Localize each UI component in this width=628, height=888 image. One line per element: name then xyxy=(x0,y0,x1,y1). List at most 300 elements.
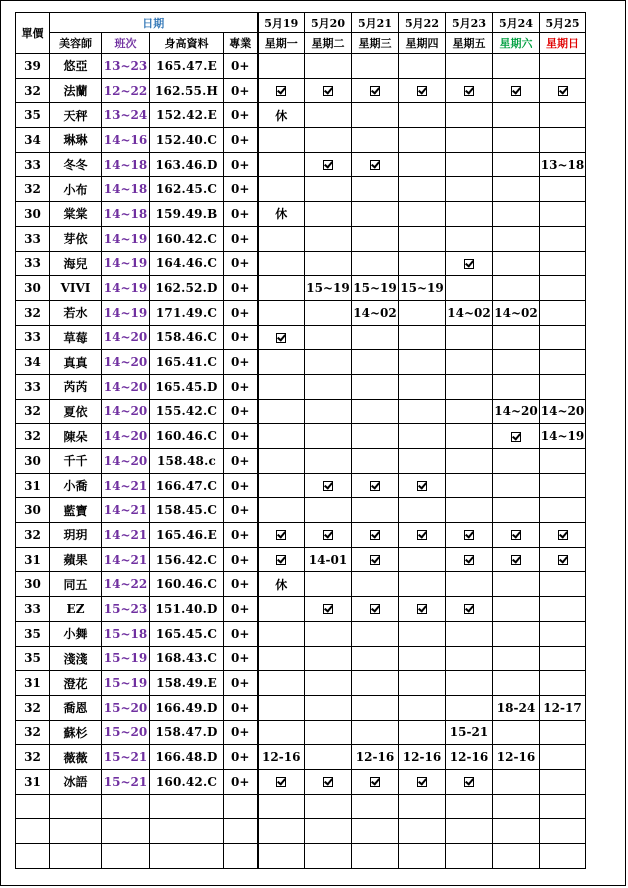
empty-cell xyxy=(16,794,50,819)
shift-cell: 14~21 xyxy=(102,473,150,498)
info-cell: 168.43.C xyxy=(150,646,224,671)
info-cell: 164.46.C xyxy=(150,251,224,276)
spec-cell: 0+ xyxy=(224,523,258,548)
day-cell xyxy=(305,572,352,597)
day-cell: 休 xyxy=(258,103,305,128)
day-cell xyxy=(540,177,586,202)
day-cell xyxy=(493,572,540,597)
table-row xyxy=(16,202,586,227)
day-cell: 休 xyxy=(258,202,305,227)
day-cell xyxy=(493,325,540,350)
empty-cell xyxy=(305,794,352,819)
shift-cell: 14~18 xyxy=(102,152,150,177)
price-header: 單價 xyxy=(16,13,50,54)
day-cell xyxy=(305,325,352,350)
day-cell xyxy=(305,671,352,696)
spec-cell: 0+ xyxy=(224,572,258,597)
price-cell: 31 xyxy=(16,473,50,498)
day-cell xyxy=(399,473,446,498)
table-row xyxy=(16,251,586,276)
price-cell: 33 xyxy=(16,251,50,276)
day-cell xyxy=(305,350,352,375)
day-cell xyxy=(258,325,305,350)
shift-cell: 14~21 xyxy=(102,498,150,523)
day-cell: 12-17 xyxy=(540,695,586,720)
empty-cell xyxy=(102,844,150,869)
day-cell xyxy=(540,572,586,597)
day-cell xyxy=(493,621,540,646)
info-cell: 162.45.C xyxy=(150,177,224,202)
shift-cell: 14~19 xyxy=(102,276,150,301)
table-row xyxy=(16,152,586,177)
price-cell: 32 xyxy=(16,399,50,424)
day-cell: 15~19 xyxy=(305,276,352,301)
shift-cell: 14~20 xyxy=(102,399,150,424)
table-row xyxy=(16,350,586,375)
empty-cell xyxy=(352,844,399,869)
price-cell: 32 xyxy=(16,300,50,325)
day-cell xyxy=(446,78,493,103)
shift-cell: 14~20 xyxy=(102,424,150,449)
name-cell: 草莓 xyxy=(50,325,102,350)
info-cell: 151.40.D xyxy=(150,597,224,622)
day-cell xyxy=(258,523,305,548)
day-cell xyxy=(258,54,305,79)
table-row xyxy=(16,226,586,251)
checkbox-checked-icon xyxy=(276,530,286,540)
table-row xyxy=(16,695,586,720)
day-cell xyxy=(493,597,540,622)
day-cell xyxy=(352,128,399,153)
name-cell: 法蘭 xyxy=(50,78,102,103)
day-cell xyxy=(446,251,493,276)
spec-cell: 0+ xyxy=(224,498,258,523)
name-cell: 澄花 xyxy=(50,671,102,696)
price-cell: 33 xyxy=(16,226,50,251)
checkbox-checked-icon xyxy=(370,481,380,491)
table-row xyxy=(16,547,586,572)
day-cell: 13~18 xyxy=(540,152,586,177)
shift-cell: 14~21 xyxy=(102,547,150,572)
info-cell: 165.47.E xyxy=(150,54,224,79)
empty-cell xyxy=(540,794,586,819)
spec-cell: 0+ xyxy=(224,350,258,375)
info-cell: 158.48.c xyxy=(150,449,224,474)
day-cell xyxy=(305,300,352,325)
day-cell xyxy=(399,78,446,103)
spec-cell: 0+ xyxy=(224,226,258,251)
day-cell xyxy=(258,251,305,276)
info-cell: 159.49.B xyxy=(150,202,224,227)
day-cell xyxy=(258,226,305,251)
shift-cell: 14~20 xyxy=(102,449,150,474)
info-cell: 165.45.D xyxy=(150,374,224,399)
day-cell xyxy=(446,547,493,572)
day-cell xyxy=(305,646,352,671)
day-cell xyxy=(399,202,446,227)
price-cell: 30 xyxy=(16,572,50,597)
day-cell xyxy=(258,152,305,177)
info-cell: 152.42.E xyxy=(150,103,224,128)
day-cell xyxy=(258,399,305,424)
day-cell xyxy=(352,177,399,202)
empty-cell xyxy=(150,844,224,869)
info-cell: 166.49.D xyxy=(150,695,224,720)
day-cell xyxy=(305,695,352,720)
day-cell xyxy=(446,473,493,498)
table-row xyxy=(16,671,586,696)
day-cell xyxy=(399,226,446,251)
day-cell xyxy=(399,572,446,597)
price-cell: 32 xyxy=(16,523,50,548)
day-cell: 15~19 xyxy=(352,276,399,301)
price-cell: 35 xyxy=(16,646,50,671)
day-cell xyxy=(493,671,540,696)
day-cell: 12-16 xyxy=(446,745,493,770)
price-cell: 30 xyxy=(16,202,50,227)
table-row xyxy=(16,523,586,548)
empty-row xyxy=(16,794,586,819)
price-cell: 32 xyxy=(16,720,50,745)
shift-cell: 15~21 xyxy=(102,769,150,794)
shift-cell: 14~20 xyxy=(102,374,150,399)
spec-cell: 0+ xyxy=(224,251,258,276)
checkbox-checked-icon xyxy=(558,86,568,96)
info-cell: 160.46.C xyxy=(150,572,224,597)
date-cell: 5月20 xyxy=(305,13,352,33)
day-cell xyxy=(493,646,540,671)
day-cell xyxy=(540,473,586,498)
day-cell xyxy=(446,695,493,720)
checkbox-checked-icon xyxy=(464,259,474,269)
day-cell: 12-16 xyxy=(493,745,540,770)
checkbox-checked-icon xyxy=(370,777,380,787)
day-cell xyxy=(540,498,586,523)
day-cell xyxy=(305,720,352,745)
day-cell xyxy=(540,128,586,153)
price-cell: 35 xyxy=(16,103,50,128)
name-cell: 真真 xyxy=(50,350,102,375)
shift-cell: 14~20 xyxy=(102,325,150,350)
day-cell xyxy=(305,523,352,548)
day-cell xyxy=(540,646,586,671)
name-cell: 玥玥 xyxy=(50,523,102,548)
table-row xyxy=(16,769,586,794)
day-cell xyxy=(399,251,446,276)
day-cell xyxy=(446,646,493,671)
day-cell xyxy=(540,745,586,770)
checkbox-checked-icon xyxy=(276,333,286,343)
day-cell xyxy=(540,54,586,79)
spec-cell: 0+ xyxy=(224,449,258,474)
day-cell xyxy=(352,54,399,79)
empty-cell xyxy=(399,819,446,844)
table-row xyxy=(16,325,586,350)
day-cell xyxy=(352,671,399,696)
day-cell xyxy=(446,177,493,202)
price-cell: 32 xyxy=(16,695,50,720)
shift-cell: 14~18 xyxy=(102,202,150,227)
name-cell: 小布 xyxy=(50,177,102,202)
day-cell xyxy=(540,325,586,350)
day-cell xyxy=(493,177,540,202)
table-row xyxy=(16,646,586,671)
day-cell xyxy=(258,720,305,745)
day-cell xyxy=(305,449,352,474)
day-cell xyxy=(540,720,586,745)
day-cell xyxy=(446,523,493,548)
shift-cell: 14~20 xyxy=(102,350,150,375)
name-cell: EZ xyxy=(50,597,102,622)
day-cell xyxy=(305,128,352,153)
table-row xyxy=(16,597,586,622)
info-cell: 160.46.C xyxy=(150,424,224,449)
day-cell xyxy=(305,597,352,622)
empty-cell xyxy=(446,794,493,819)
empty-cell xyxy=(540,844,586,869)
checkbox-checked-icon xyxy=(558,555,568,565)
header-row-dates xyxy=(16,13,586,33)
day-cell xyxy=(493,54,540,79)
empty-cell xyxy=(399,844,446,869)
day-cell xyxy=(352,695,399,720)
name-cell: 琳琳 xyxy=(50,128,102,153)
day-cell: 14~02 xyxy=(352,300,399,325)
day-cell xyxy=(352,769,399,794)
day-cell: 14~20 xyxy=(493,399,540,424)
day-cell xyxy=(305,103,352,128)
name-cell: 冬冬 xyxy=(50,152,102,177)
day-cell xyxy=(258,177,305,202)
day-cell xyxy=(352,621,399,646)
day-cell xyxy=(399,523,446,548)
empty-cell xyxy=(50,844,102,869)
day-cell xyxy=(352,547,399,572)
price-cell: 32 xyxy=(16,745,50,770)
spec-cell: 0+ xyxy=(224,300,258,325)
day-cell xyxy=(540,276,586,301)
day-cell xyxy=(305,251,352,276)
day-cell xyxy=(446,399,493,424)
date-cell: 5月22 xyxy=(399,13,446,33)
date-cell: 5月24 xyxy=(493,13,540,33)
empty-cell xyxy=(352,819,399,844)
day-cell xyxy=(493,769,540,794)
date-cell: 5月25 xyxy=(540,13,586,33)
name-cell: 棠棠 xyxy=(50,202,102,227)
price-cell: 33 xyxy=(16,597,50,622)
checkbox-checked-icon xyxy=(558,530,568,540)
spec-cell: 0+ xyxy=(224,325,258,350)
day-cell xyxy=(352,374,399,399)
spec-cell: 0+ xyxy=(224,745,258,770)
day-cell: 18-24 xyxy=(493,695,540,720)
empty-cell xyxy=(258,794,305,819)
price-cell: 39 xyxy=(16,54,50,79)
day-cell xyxy=(305,473,352,498)
checkbox-checked-icon xyxy=(276,86,286,96)
day-cell xyxy=(399,177,446,202)
shift-cell: 15~18 xyxy=(102,621,150,646)
day-cell xyxy=(446,498,493,523)
day-cell xyxy=(399,769,446,794)
weekday-cell-sunday: 星期日 xyxy=(540,33,586,54)
day-cell xyxy=(258,78,305,103)
table-row xyxy=(16,54,586,79)
day-cell xyxy=(540,621,586,646)
spec-cell: 0+ xyxy=(224,152,258,177)
name-cell: 天秤 xyxy=(50,103,102,128)
day-cell xyxy=(493,128,540,153)
day-cell xyxy=(540,374,586,399)
spec-cell: 0+ xyxy=(224,177,258,202)
day-cell xyxy=(305,424,352,449)
price-cell: 30 xyxy=(16,449,50,474)
shift-cell: 14~21 xyxy=(102,523,150,548)
day-cell xyxy=(305,399,352,424)
day-cell xyxy=(399,424,446,449)
spec-cell: 0+ xyxy=(224,54,258,79)
price-cell: 33 xyxy=(16,374,50,399)
empty-cell xyxy=(50,819,102,844)
day-cell xyxy=(258,449,305,474)
empty-cell xyxy=(399,794,446,819)
day-cell xyxy=(352,720,399,745)
day-cell xyxy=(352,152,399,177)
day-cell xyxy=(305,498,352,523)
checkbox-checked-icon xyxy=(323,604,333,614)
day-cell xyxy=(399,54,446,79)
spec-cell: 0+ xyxy=(224,202,258,227)
day-cell xyxy=(352,572,399,597)
info-cell: 156.42.C xyxy=(150,547,224,572)
name-cell: 薇薇 xyxy=(50,745,102,770)
checkbox-checked-icon xyxy=(464,86,474,96)
day-cell xyxy=(352,226,399,251)
empty-cell xyxy=(352,794,399,819)
day-cell xyxy=(540,547,586,572)
day-cell: 12-16 xyxy=(399,745,446,770)
shift-cell: 14~16 xyxy=(102,128,150,153)
day-cell xyxy=(446,103,493,128)
day-cell xyxy=(446,152,493,177)
checkbox-checked-icon xyxy=(323,86,333,96)
shift-header: 班次 xyxy=(102,33,150,54)
day-cell xyxy=(446,572,493,597)
weekday-cell: 星期二 xyxy=(305,33,352,54)
info-cell: 166.48.D xyxy=(150,745,224,770)
day-cell: 15-21 xyxy=(446,720,493,745)
info-cell: 152.40.C xyxy=(150,128,224,153)
table-row xyxy=(16,621,586,646)
day-cell xyxy=(446,671,493,696)
empty-cell xyxy=(493,819,540,844)
empty-cell xyxy=(224,844,258,869)
checkbox-checked-icon xyxy=(370,160,380,170)
spec-cell: 0+ xyxy=(224,103,258,128)
shift-cell: 14~19 xyxy=(102,300,150,325)
schedule-table xyxy=(15,12,586,869)
checkbox-checked-icon xyxy=(417,86,427,96)
day-cell xyxy=(493,473,540,498)
spec-cell: 0+ xyxy=(224,374,258,399)
empty-cell xyxy=(150,819,224,844)
day-cell xyxy=(258,128,305,153)
price-cell: 35 xyxy=(16,621,50,646)
day-cell xyxy=(305,152,352,177)
table-row xyxy=(16,745,586,770)
day-cell xyxy=(399,152,446,177)
table-row xyxy=(16,374,586,399)
day-cell xyxy=(493,374,540,399)
weekday-cell: 星期一 xyxy=(258,33,305,54)
day-cell: 14~02 xyxy=(446,300,493,325)
spec-cell: 0+ xyxy=(224,399,258,424)
day-cell xyxy=(446,424,493,449)
info-cell: 155.42.C xyxy=(150,399,224,424)
day-cell xyxy=(305,745,352,770)
table-row xyxy=(16,177,586,202)
checkbox-checked-icon xyxy=(370,86,380,96)
day-cell xyxy=(258,646,305,671)
empty-row xyxy=(16,844,586,869)
day-cell xyxy=(540,523,586,548)
day-cell xyxy=(493,103,540,128)
checkbox-checked-icon xyxy=(370,530,380,540)
checkbox-checked-icon xyxy=(511,86,521,96)
day-cell xyxy=(258,769,305,794)
day-cell xyxy=(399,646,446,671)
day-cell xyxy=(305,374,352,399)
day-cell xyxy=(493,523,540,548)
empty-cell xyxy=(224,819,258,844)
empty-cell xyxy=(50,794,102,819)
day-cell xyxy=(352,399,399,424)
shift-cell: 15~19 xyxy=(102,646,150,671)
day-cell xyxy=(540,300,586,325)
spec-cell: 0+ xyxy=(224,695,258,720)
table-row xyxy=(16,424,586,449)
day-cell: 14~19 xyxy=(540,424,586,449)
day-cell xyxy=(258,374,305,399)
info-cell: 163.46.D xyxy=(150,152,224,177)
info-cell: 160.42.C xyxy=(150,226,224,251)
day-cell xyxy=(493,152,540,177)
spec-cell: 0+ xyxy=(224,276,258,301)
empty-cell xyxy=(540,819,586,844)
day-cell xyxy=(399,128,446,153)
spec-cell: 0+ xyxy=(224,769,258,794)
header-row-columns xyxy=(16,33,586,54)
price-cell: 34 xyxy=(16,350,50,375)
day-cell xyxy=(352,202,399,227)
info-cell: 158.46.C xyxy=(150,325,224,350)
table-row xyxy=(16,720,586,745)
empty-cell xyxy=(102,819,150,844)
info-cell: 162.52.D xyxy=(150,276,224,301)
stylist-header: 美容師 xyxy=(50,33,102,54)
checkbox-checked-icon xyxy=(417,530,427,540)
day-cell xyxy=(446,202,493,227)
checkbox-checked-icon xyxy=(511,432,521,442)
day-cell xyxy=(446,350,493,375)
empty-cell xyxy=(16,844,50,869)
checkbox-checked-icon xyxy=(276,777,286,787)
day-cell xyxy=(258,424,305,449)
empty-cell xyxy=(446,819,493,844)
day-cell xyxy=(305,202,352,227)
day-cell xyxy=(352,325,399,350)
